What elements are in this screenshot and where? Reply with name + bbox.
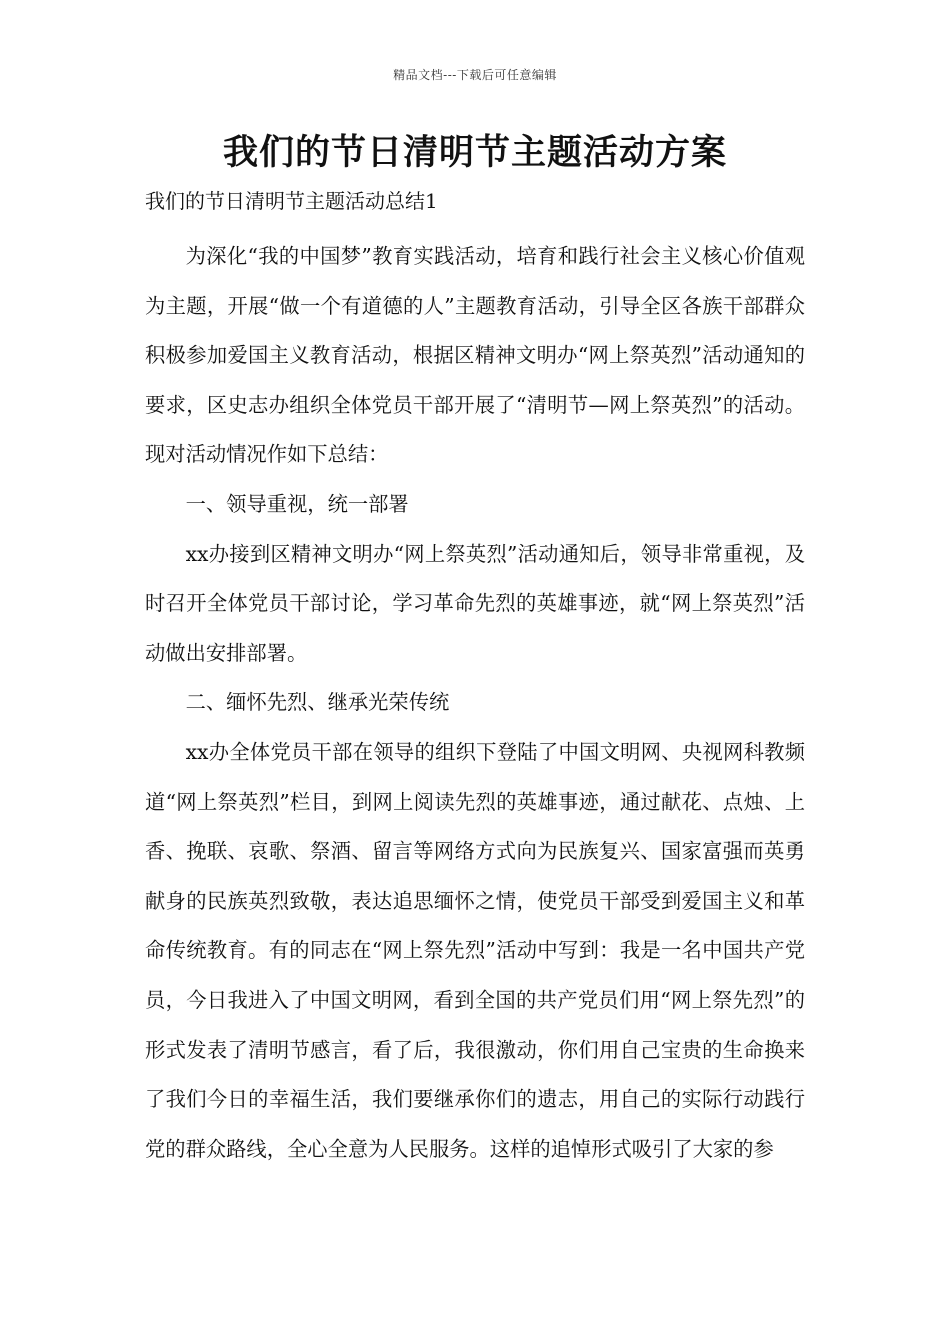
paragraph-intro: 为深化“我的中国梦”教育实践活动，培育和践行社会主义核心价值观为主题，开展“做一个有道德的人”主题教育活动，引导全区各族干部群众积极参加爱国主义教育活动，根据区精神文明办“网上祭英烈”活动通知的要求，区史志办组织全体党员干部开展了“清明节—网上祭英烈”的活动。现对活动情况作如下总结： — [145, 244, 805, 467]
section-heading-2: 二、缅怀先烈、继承光荣传统 — [185, 690, 450, 715]
header-note: 精品文档---下载后可任意编辑 — [393, 68, 557, 82]
page-title: 我们的节日清明节主题活动方案 — [222, 133, 727, 173]
paragraph-section-2: xx办全体党员干部在领导的组织下登陆了中国文明网、央视网科教频道“网上祭英烈”栏目，到网上阅读先烈的英雄事迹，通过献花、点烛、上香、挽联、哀歌、祭酒、留言等网络方式向为民族复兴、国家富强而英勇献身的民族英烈致敬，表达追思缅怀之情，使党员干部受到爱国主义和革命传统教育。有的同志在“网上祭先烈”活动中写到：我是一名中国共产党员，今日我进入了中国文明网，看到全国的共产党员们用“网上祭先烈”的形式发表了清明节感言，看了后，我很激动，你们用自己宝贵的生命换来了我们今日的幸福生活，我们要继承你们的遗志，用自己的实际行动践行党的群众路线，全心全意为人民服务。这样的追悼形式吸引了大家的参 — [145, 739, 805, 1161]
document-subtitle: 我们的节日清明节主题活动总结1 — [145, 189, 438, 213]
document-body — [145, 232, 805, 1174]
section-heading-1: 一、领导重视，统一部署 — [185, 491, 409, 516]
paragraph-section-1: xx办接到区精神文明办“网上祭英烈”活动通知后，领导非常重视，及时召开全体党员干部讨论，学习革命先烈的英雄事迹，就“网上祭英烈”活动做出安排部署。 — [145, 541, 805, 665]
